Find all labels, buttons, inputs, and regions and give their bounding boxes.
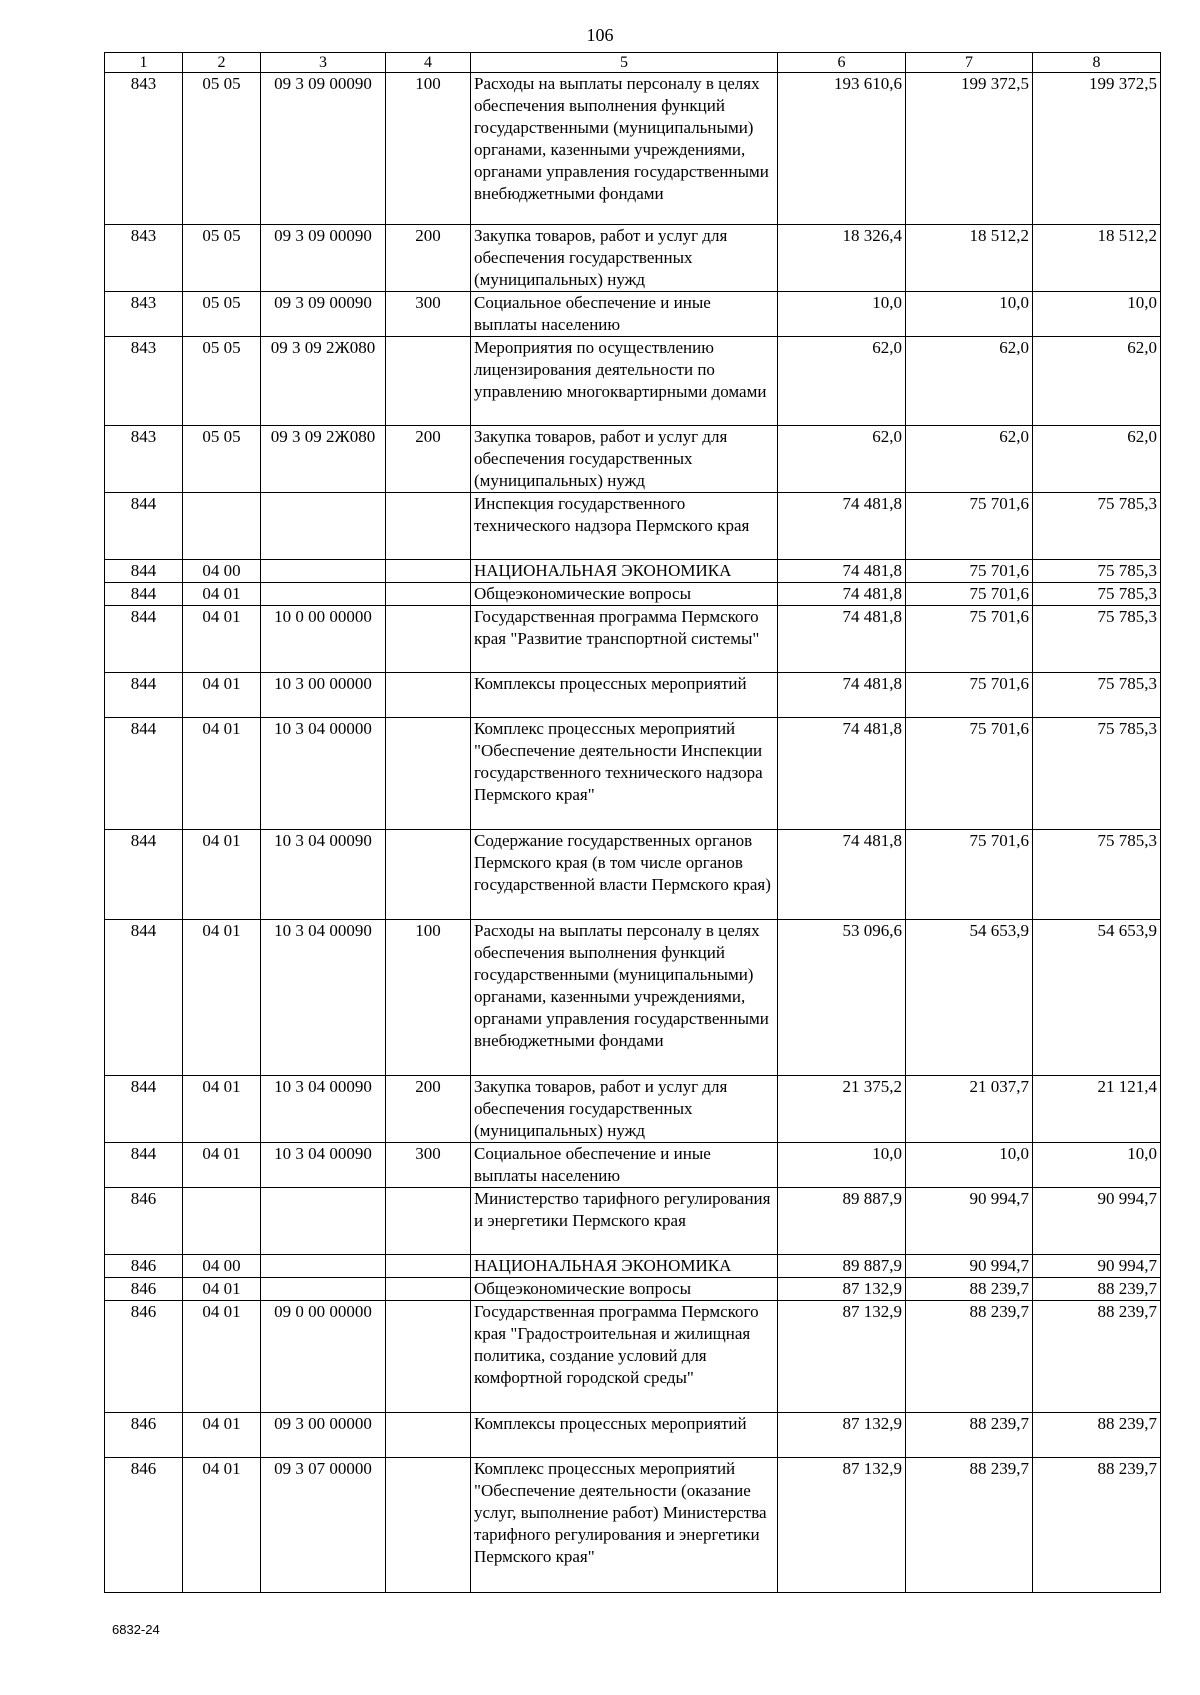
- item-name-cell: Закупка товаров, работ и услуг для обеспечения государственных (муниципальных) нужд: [471, 225, 778, 292]
- section-code-cell: 04 01: [183, 1458, 261, 1593]
- section-code-cell: 05 05: [183, 292, 261, 337]
- item-name-cell: Государственная программа Пермского края "Развитие транспортной системы": [471, 606, 778, 673]
- amount-year3-cell: 88 239,7: [1033, 1278, 1161, 1301]
- item-name-cell: Комплекс процессных мероприятий "Обеспечение деятельности (оказание услуг, выполнение работ) Министерства тарифного регулирования и энергетики Пермского края": [471, 1458, 778, 1593]
- amount-year3-cell: 10,0: [1033, 1143, 1161, 1188]
- amount-year3-cell: 62,0: [1033, 426, 1161, 493]
- section-code-cell: 04 01: [183, 718, 261, 830]
- amount-year2-cell: 10,0: [906, 1143, 1033, 1188]
- table-row: [105, 920, 1161, 1076]
- target-article-cell: 09 3 00 00000: [261, 1413, 386, 1458]
- section-code-cell: 05 05: [183, 426, 261, 493]
- amount-year1-cell: 62,0: [778, 426, 906, 493]
- admin-code-cell: 843: [105, 426, 183, 493]
- amount-year2-cell: 10,0: [906, 292, 1033, 337]
- expense-type-cell: [386, 606, 471, 673]
- amount-year2-cell: 75 701,6: [906, 493, 1033, 560]
- expense-type-cell: 300: [386, 292, 471, 337]
- target-article-cell: 10 0 00 00000: [261, 606, 386, 673]
- expense-type-cell: [386, 1255, 471, 1278]
- column-header: 5: [471, 53, 778, 73]
- admin-code-cell: 843: [105, 292, 183, 337]
- amount-year3-cell: 75 785,3: [1033, 673, 1161, 718]
- amount-year3-cell: 90 994,7: [1033, 1188, 1161, 1255]
- column-header: 2: [183, 53, 261, 73]
- section-code-cell: 04 01: [183, 1278, 261, 1301]
- expense-type-cell: [386, 337, 471, 426]
- target-article-cell: 10 3 04 00090: [261, 1143, 386, 1188]
- item-name-cell: Содержание государственных органов Пермского края (в том числе органов государственной власти Пермского края): [471, 830, 778, 920]
- amount-year1-cell: 193 610,6: [778, 73, 906, 225]
- amount-year2-cell: 88 239,7: [906, 1278, 1033, 1301]
- amount-year1-cell: 10,0: [778, 292, 906, 337]
- amount-year1-cell: 87 132,9: [778, 1458, 906, 1593]
- admin-code-cell: 844: [105, 830, 183, 920]
- expense-type-cell: 200: [386, 426, 471, 493]
- page-number: 106: [586, 25, 614, 45]
- expense-type-cell: 100: [386, 73, 471, 225]
- amount-year2-cell: 54 653,9: [906, 920, 1033, 1076]
- item-name-cell: Государственная программа Пермского края "Градостроительная и жилищная политика, создание условий для комфортной городской среды": [471, 1301, 778, 1413]
- section-code-cell: 04 00: [183, 560, 261, 583]
- amount-year1-cell: 74 481,8: [778, 583, 906, 606]
- item-name-cell: Расходы на выплаты персоналу в целях обеспечения выполнения функций государственными (муниципальными) органами, казенными учреждениями, органами управления государственными внебюджетными фондами: [471, 73, 778, 225]
- amount-year3-cell: 54 653,9: [1033, 920, 1161, 1076]
- amount-year1-cell: 10,0: [778, 1143, 906, 1188]
- section-code-cell: 04 01: [183, 1076, 261, 1143]
- table-row: [105, 583, 1161, 606]
- target-article-cell: 09 3 09 2Ж080: [261, 337, 386, 426]
- admin-code-cell: 844: [105, 606, 183, 673]
- admin-code-cell: 844: [105, 718, 183, 830]
- admin-code-cell: 844: [105, 1076, 183, 1143]
- document-code: 6832-24: [112, 1622, 160, 1637]
- amount-year2-cell: 75 701,6: [906, 830, 1033, 920]
- admin-code-cell: 844: [105, 1143, 183, 1188]
- target-article-cell: [261, 583, 386, 606]
- admin-code-cell: 846: [105, 1413, 183, 1458]
- target-article-cell: 09 3 07 00000: [261, 1458, 386, 1593]
- expense-type-cell: [386, 830, 471, 920]
- amount-year2-cell: 62,0: [906, 337, 1033, 426]
- amount-year3-cell: 90 994,7: [1033, 1255, 1161, 1278]
- table-row: [105, 493, 1161, 560]
- item-name-cell: Закупка товаров, работ и услуг для обеспечения государственных (муниципальных) нужд: [471, 426, 778, 493]
- table-row: [105, 1413, 1161, 1458]
- admin-code-cell: 846: [105, 1301, 183, 1413]
- table-row: [105, 718, 1161, 830]
- section-code-cell: 04 01: [183, 583, 261, 606]
- expense-type-cell: [386, 673, 471, 718]
- section-code-cell: 04 01: [183, 1301, 261, 1413]
- target-article-cell: 09 3 09 00090: [261, 292, 386, 337]
- admin-code-cell: 846: [105, 1458, 183, 1593]
- amount-year3-cell: 62,0: [1033, 337, 1161, 426]
- amount-year3-cell: 18 512,2: [1033, 225, 1161, 292]
- amount-year1-cell: 74 481,8: [778, 830, 906, 920]
- amount-year2-cell: 88 239,7: [906, 1413, 1033, 1458]
- item-name-cell: Закупка товаров, работ и услуг для обеспечения государственных (муниципальных) нужд: [471, 1076, 778, 1143]
- item-name-cell: Инспекция государственного технического надзора Пермского края: [471, 493, 778, 560]
- item-name-cell: Общеэкономические вопросы: [471, 583, 778, 606]
- target-article-cell: [261, 1188, 386, 1255]
- expense-type-cell: 200: [386, 1076, 471, 1143]
- amount-year2-cell: 88 239,7: [906, 1301, 1033, 1413]
- section-code-cell: 04 01: [183, 1413, 261, 1458]
- expense-type-cell: [386, 1188, 471, 1255]
- table-row: [105, 1458, 1161, 1593]
- target-article-cell: [261, 493, 386, 560]
- table-row: [105, 1278, 1161, 1301]
- table-row: [105, 1143, 1161, 1188]
- amount-year3-cell: 88 239,7: [1033, 1458, 1161, 1593]
- target-article-cell: 10 3 04 00090: [261, 920, 386, 1076]
- amount-year3-cell: 75 785,3: [1033, 493, 1161, 560]
- amount-year2-cell: 21 037,7: [906, 1076, 1033, 1143]
- table-row: [105, 426, 1161, 493]
- amount-year1-cell: 53 096,6: [778, 920, 906, 1076]
- amount-year1-cell: 87 132,9: [778, 1413, 906, 1458]
- target-article-cell: [261, 1278, 386, 1301]
- budget-table: [104, 52, 1161, 1593]
- table-row: [105, 830, 1161, 920]
- table-row: [105, 1255, 1161, 1278]
- section-code-cell: 04 01: [183, 1143, 261, 1188]
- target-article-cell: 10 3 00 00000: [261, 673, 386, 718]
- admin-code-cell: 844: [105, 920, 183, 1076]
- amount-year1-cell: 18 326,4: [778, 225, 906, 292]
- section-code-cell: 04 00: [183, 1255, 261, 1278]
- column-header: 7: [906, 53, 1033, 73]
- section-code-cell: 05 05: [183, 73, 261, 225]
- table-body: [105, 73, 1161, 1593]
- section-code-cell: 04 01: [183, 606, 261, 673]
- section-code-cell: 05 05: [183, 337, 261, 426]
- target-article-cell: 09 3 09 2Ж080: [261, 426, 386, 493]
- table-row: [105, 673, 1161, 718]
- item-name-cell: Министерство тарифного регулирования и энергетики Пермского края: [471, 1188, 778, 1255]
- expense-type-cell: 300: [386, 1143, 471, 1188]
- amount-year3-cell: 75 785,3: [1033, 830, 1161, 920]
- item-name-cell: НАЦИОНАЛЬНАЯ ЭКОНОМИКА: [471, 1255, 778, 1278]
- amount-year2-cell: 75 701,6: [906, 673, 1033, 718]
- amount-year1-cell: 89 887,9: [778, 1255, 906, 1278]
- amount-year1-cell: 62,0: [778, 337, 906, 426]
- amount-year1-cell: 74 481,8: [778, 493, 906, 560]
- column-number-row: [105, 53, 1161, 73]
- amount-year1-cell: 74 481,8: [778, 673, 906, 718]
- amount-year2-cell: 62,0: [906, 426, 1033, 493]
- expense-type-cell: [386, 560, 471, 583]
- amount-year2-cell: 90 994,7: [906, 1255, 1033, 1278]
- amount-year3-cell: 88 239,7: [1033, 1301, 1161, 1413]
- section-code-cell: [183, 1188, 261, 1255]
- target-article-cell: 10 3 04 00090: [261, 1076, 386, 1143]
- column-header: 8: [1033, 53, 1161, 73]
- column-header: 4: [386, 53, 471, 73]
- item-name-cell: Общеэкономические вопросы: [471, 1278, 778, 1301]
- expense-type-cell: [386, 1278, 471, 1301]
- amount-year1-cell: 87 132,9: [778, 1301, 906, 1413]
- amount-year2-cell: 75 701,6: [906, 718, 1033, 830]
- item-name-cell: Социальное обеспечение и иные выплаты населению: [471, 292, 778, 337]
- amount-year3-cell: 10,0: [1033, 292, 1161, 337]
- item-name-cell: Мероприятия по осуществлению лицензирования деятельности по управлению многоквартирными домами: [471, 337, 778, 426]
- admin-code-cell: 844: [105, 560, 183, 583]
- target-article-cell: 10 3 04 00090: [261, 830, 386, 920]
- admin-code-cell: 846: [105, 1278, 183, 1301]
- target-article-cell: 09 0 00 00000: [261, 1301, 386, 1413]
- admin-code-cell: 846: [105, 1188, 183, 1255]
- table-row: [105, 292, 1161, 337]
- expense-type-cell: [386, 583, 471, 606]
- admin-code-cell: 844: [105, 673, 183, 718]
- amount-year2-cell: 18 512,2: [906, 225, 1033, 292]
- amount-year2-cell: 199 372,5: [906, 73, 1033, 225]
- amount-year3-cell: 75 785,3: [1033, 583, 1161, 606]
- item-name-cell: Комплексы процессных мероприятий: [471, 1413, 778, 1458]
- target-article-cell: [261, 560, 386, 583]
- table-row: [105, 560, 1161, 583]
- expense-type-cell: [386, 493, 471, 560]
- amount-year2-cell: 75 701,6: [906, 606, 1033, 673]
- expense-type-cell: [386, 1301, 471, 1413]
- amount-year3-cell: 21 121,4: [1033, 1076, 1161, 1143]
- expense-type-cell: [386, 718, 471, 830]
- admin-code-cell: 843: [105, 337, 183, 426]
- section-code-cell: 04 01: [183, 920, 261, 1076]
- admin-code-cell: 844: [105, 493, 183, 560]
- amount-year1-cell: 74 481,8: [778, 560, 906, 583]
- column-header: 1: [105, 53, 183, 73]
- table-row: [105, 1301, 1161, 1413]
- target-article-cell: [261, 1255, 386, 1278]
- amount-year2-cell: 75 701,6: [906, 560, 1033, 583]
- target-article-cell: 09 3 09 00090: [261, 225, 386, 292]
- item-name-cell: НАЦИОНАЛЬНАЯ ЭКОНОМИКА: [471, 560, 778, 583]
- table-row: [105, 225, 1161, 292]
- admin-code-cell: 844: [105, 583, 183, 606]
- amount-year1-cell: 21 375,2: [778, 1076, 906, 1143]
- section-code-cell: [183, 493, 261, 560]
- amount-year1-cell: 74 481,8: [778, 718, 906, 830]
- amount-year1-cell: 74 481,8: [778, 606, 906, 673]
- admin-code-cell: 843: [105, 73, 183, 225]
- expense-type-cell: 200: [386, 225, 471, 292]
- admin-code-cell: 843: [105, 225, 183, 292]
- amount-year3-cell: 199 372,5: [1033, 73, 1161, 225]
- table-row: [105, 1076, 1161, 1143]
- table-row: [105, 73, 1161, 225]
- amount-year2-cell: 88 239,7: [906, 1458, 1033, 1593]
- admin-code-cell: 846: [105, 1255, 183, 1278]
- item-name-cell: Расходы на выплаты персоналу в целях обеспечения выполнения функций государственными (муниципальными) органами, казенными учреждениями, органами управления государственными внебюджетными фондами: [471, 920, 778, 1076]
- amount-year3-cell: 75 785,3: [1033, 606, 1161, 673]
- column-header: 3: [261, 53, 386, 73]
- amount-year3-cell: 88 239,7: [1033, 1413, 1161, 1458]
- expense-type-cell: [386, 1458, 471, 1593]
- amount-year3-cell: 75 785,3: [1033, 560, 1161, 583]
- amount-year3-cell: 75 785,3: [1033, 718, 1161, 830]
- table-row: [105, 1188, 1161, 1255]
- target-article-cell: 10 3 04 00000: [261, 718, 386, 830]
- expense-type-cell: 100: [386, 920, 471, 1076]
- section-code-cell: 04 01: [183, 830, 261, 920]
- item-name-cell: Комплекс процессных мероприятий "Обеспечение деятельности Инспекции государственного технического надзора Пермского края": [471, 718, 778, 830]
- table-row: [105, 606, 1161, 673]
- amount-year2-cell: 90 994,7: [906, 1188, 1033, 1255]
- amount-year1-cell: 89 887,9: [778, 1188, 906, 1255]
- column-header: 6: [778, 53, 906, 73]
- target-article-cell: 09 3 09 00090: [261, 73, 386, 225]
- section-code-cell: 04 01: [183, 673, 261, 718]
- item-name-cell: Социальное обеспечение и иные выплаты населению: [471, 1143, 778, 1188]
- expense-type-cell: [386, 1413, 471, 1458]
- section-code-cell: 05 05: [183, 225, 261, 292]
- item-name-cell: Комплексы процессных мероприятий: [471, 673, 778, 718]
- amount-year2-cell: 75 701,6: [906, 583, 1033, 606]
- table-row: [105, 337, 1161, 426]
- amount-year1-cell: 87 132,9: [778, 1278, 906, 1301]
